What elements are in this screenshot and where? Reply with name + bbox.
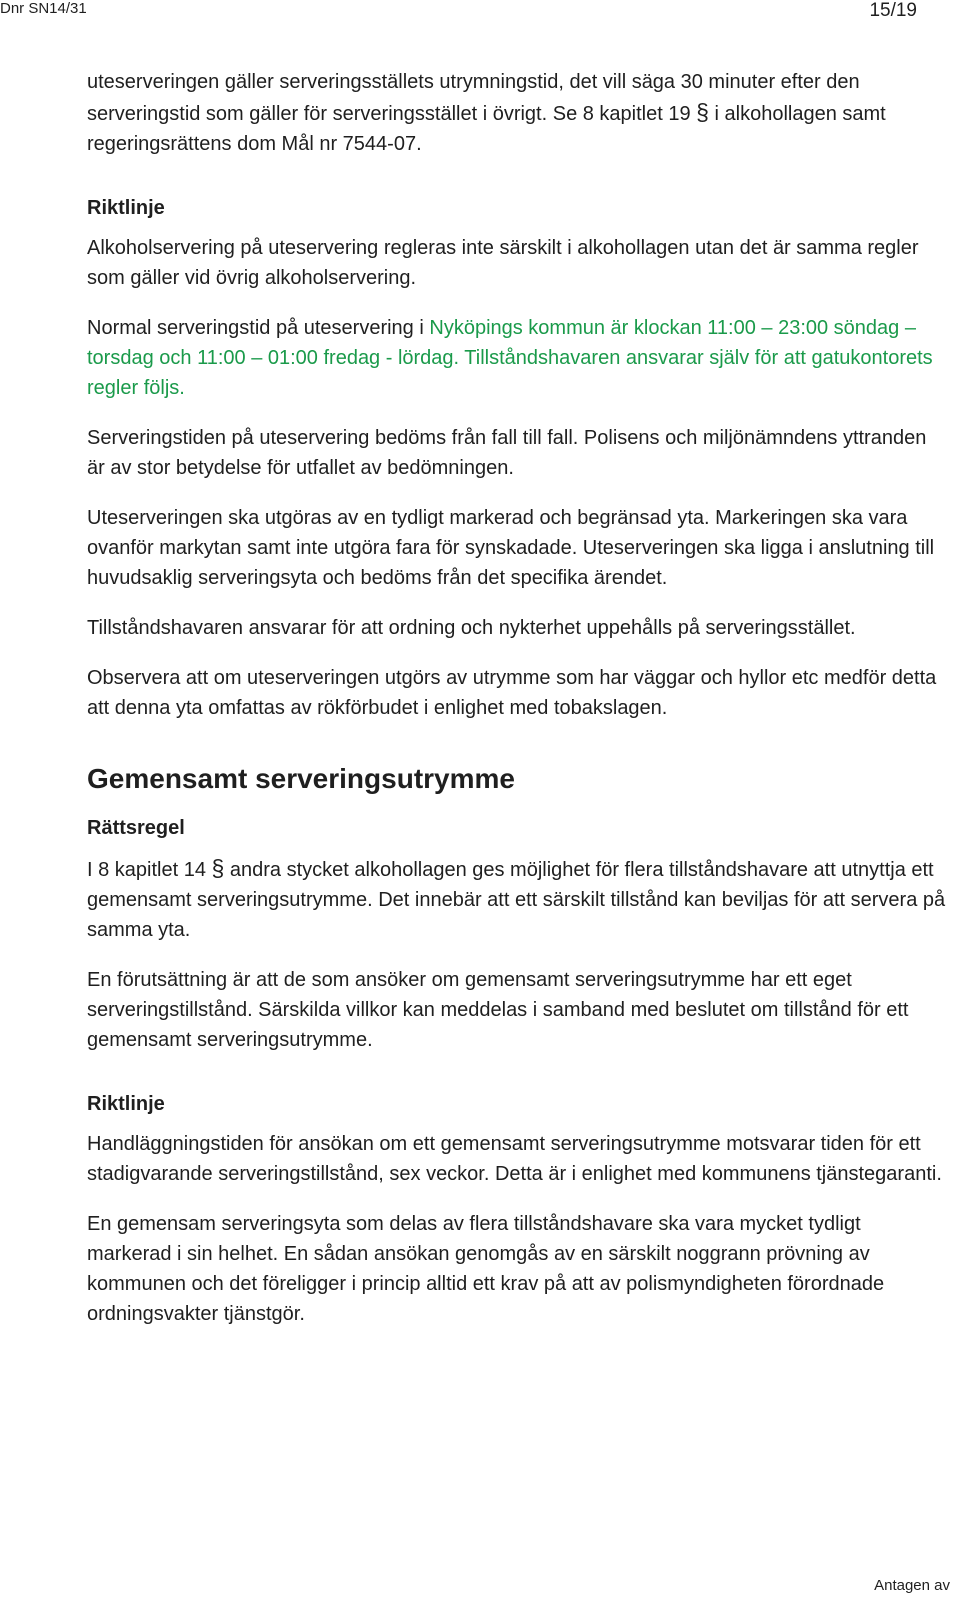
rattsregel-heading: Rättsregel bbox=[87, 817, 185, 839]
section-sign: § bbox=[696, 99, 709, 125]
intro-text-end: i alkohollagen samt regeringsrättens dom Mål nr 7544-07. bbox=[87, 103, 886, 155]
footer-note: Antagen av bbox=[874, 1577, 950, 1594]
document-reference: Dnr SN14/31 bbox=[0, 0, 87, 17]
serveringstid-text: Normal serveringstid på uteservering i bbox=[87, 317, 430, 339]
paragraph-ordning: Tillståndshavaren ansvarar för att ordning och nykterhet uppehålls på serveringsstället. bbox=[87, 617, 856, 639]
page-number: 15/19 bbox=[869, 0, 917, 21]
kapitel-text-start: I 8 kapitlet 14 bbox=[87, 859, 212, 881]
kapitel-text-end: andra stycket alkohollagen ges möjlighet för flera tillståndshavare att utnyttja ett gemensamt serveringsutrymme. Det innebär att ett särskilt tillstånd kan beviljas för att servera på samma yta. bbox=[87, 859, 946, 941]
paragraph-alkoholservering: Alkoholservering på uteservering regleras inte särskilt i alkohollagen utan det är samma regler som gäller vid övrig alkoholservering. bbox=[87, 237, 919, 289]
serveringstid-highlight: Nyköpings kommun är klockan 11:00 – 23:00 söndag – torsdag och 11:00 – 01:00 fredag - lördag. Tillståndshavaren ansvarar själv för att gatukontorets regler följs. bbox=[87, 317, 933, 399]
paragraph-serveringstid bbox=[87, 313, 947, 403]
intro-text-start: uteserveringen gäller serveringsställets utrymningstid, det vill säga 30 minuter efter den serveringstid som gäller för serveringsstället i övrigt. Se 8 kapitlet 19 bbox=[87, 71, 860, 125]
paragraph-forutsattning: En förutsättning är att de som ansöker om gemensamt serveringsutrymme har ett eget serveringstillstånd. Särskilda villkor kan meddelas i samband med beslutet om tillstånd för ett gemensamt serveringsutrymme. bbox=[87, 969, 909, 1051]
paragraph-handlaggningstid: Handläggningstiden för ansökan om ett gemensamt serveringsutrymme motsvarar tiden för ett stadigvarande serveringstillstånd, sex veckor. Detta är i enlighet med kommunens tjänstegaranti. bbox=[87, 1133, 942, 1185]
paragraph-kapitel-14 bbox=[87, 853, 947, 945]
document-body bbox=[87, 67, 947, 1349]
paragraph-rokforbud: Observera att om uteserveringen utgörs av utrymme som har väggar och hyllor etc medför detta att denna yta omfattas av rökförbudet i enlighet med tobakslagen. bbox=[87, 667, 937, 719]
paragraph-gemensam-yta: En gemensam serveringsyta som delas av flera tillståndshavare ska vara mycket tydligt markerad i sin helhet. En sådan ansökan genomgås av en särskilt noggrann prövning av kommunen och det föreligger i princip alltid ett krav på att av polismyndigheten förordnade ordningsvakter tjänstgör. bbox=[87, 1213, 885, 1325]
section-sign: § bbox=[211, 855, 225, 881]
paragraph-bedomning: Serveringstiden på uteservering bedöms från fall till fall. Polisens och miljönämndens yttranden är av stor betydelse för utfallet av bedömningen. bbox=[87, 427, 927, 479]
intro-paragraph bbox=[87, 67, 947, 159]
riktlinje-heading-2: Riktlinje bbox=[87, 1093, 165, 1115]
section-title: Gemensamt serveringsutrymme bbox=[87, 763, 515, 794]
riktlinje-heading: Riktlinje bbox=[87, 197, 165, 219]
paragraph-markering: Uteserveringen ska utgöras av en tydligt markerad och begränsad yta. Markeringen ska vara ovanför markytan samt inte utgöra fara för synskadade. Uteserveringen ska ligga i anslutning till huvudsaklig serveringsyta och bedöms från det specifika ärendet. bbox=[87, 507, 935, 589]
